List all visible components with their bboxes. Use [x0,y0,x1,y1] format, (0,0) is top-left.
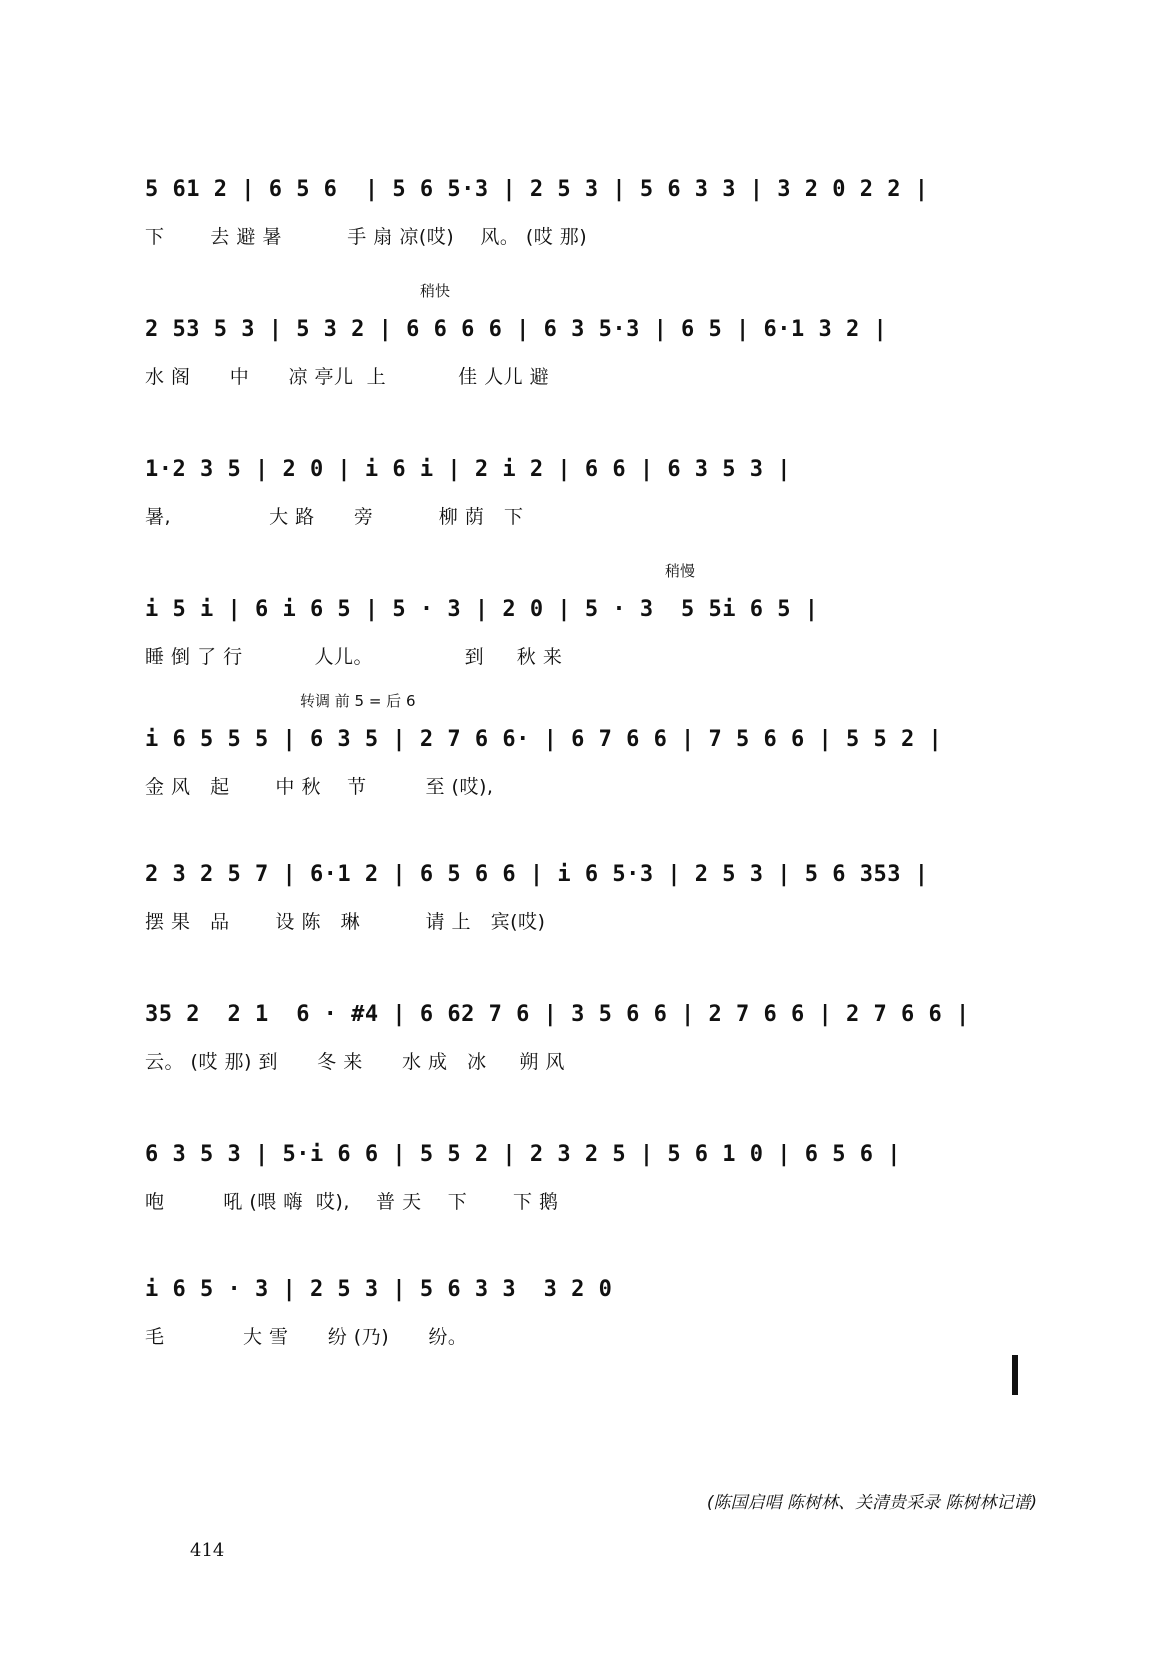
credit-line: (陈国启唱 陈树林、关清贵采录 陈树林记谱) [706,1493,1037,1513]
score-system-1 [145,130,1025,250]
notation-text: i 5 i | 6 i 6 5 | 5 · 3 | 2 0 | 5 · 3 5 5i 6 5 | [145,597,819,622]
notation-text: 2 3 2 5 7 | 6·1 2 | 6 5 6 6 | i 6 5·3 | 2 5 3 | 5 6 353 | [145,862,929,887]
notation-line [145,450,1025,490]
lyrics-text: 下 去 避 暑 手 扇 凉(哎) 风。 (哎 那) [145,226,588,248]
tempo-marking: 稍快 [420,282,451,300]
lyrics-text: 摆 果 品 设 陈 琳 请 上 宾(哎) [145,911,546,933]
notation-text: 5 61 2 | 6 5 6 | 5 6 5·3 | 2 5 3 | 5 6 3 3 | 3 2 0 2 2 | [145,177,929,202]
notation-text: i 6 5 5 5 | 6 3 5 | 2 7 6 6· | 6 7 6 6 | 7 5 6 6 | 5 5 2 | [145,727,943,752]
tempo-marking: 转调 前 5 = 后 6 [300,692,416,710]
lyrics-text: 咆 吼 (喂 嗨 哎), 普 天 下 下 鹅 [145,1191,559,1213]
notation-line [145,720,1025,760]
score-system-7 [145,955,1025,1075]
score-system-9 [145,1230,1025,1350]
lyrics-line [145,642,1025,672]
notation-text: 1·2 3 5 | 2 0 | i 6 i | 2 i 2 | 6 6 | 6 3 5 3 | [145,457,792,482]
lyrics-line [145,907,1025,937]
notation-line [145,1270,1025,1310]
score-system-4 [145,550,1025,670]
page-number: 414 [190,1540,225,1561]
lyrics-line [145,222,1025,252]
final-barline [1012,1355,1018,1395]
lyrics-line [145,362,1025,392]
notation-line [145,1135,1025,1175]
notation-text: i 6 5 · 3 | 2 5 3 | 5 6 3 3 3 2 0 [145,1277,613,1302]
lyrics-text: 睡 倒 了 行 人儿。 到 秋 来 [145,646,563,668]
score-system-6 [145,815,1025,935]
notation-text: 2 53 5 3 | 5 3 2 | 6 6 6 6 | 6 3 5·3 | 6 5 | 6·1 3 2 | [145,317,888,342]
notation-line [145,590,1025,630]
notation-line [145,855,1025,895]
notation-text: 6 3 5 3 | 5·i 6 6 | 5 5 2 | 2 3 2 5 | 5 6 1 0 | 6 5 6 | [145,1142,901,1167]
lyrics-line [145,1187,1025,1217]
lyrics-line [145,1322,1025,1352]
notation-text: 35 2 2 1 6 · #4 | 6 62 7 6 | 3 5 6 6 | 2 7 6 6 | 2 7 6 6 | [145,1002,970,1027]
lyrics-text: 金 风 起 中 秋 节 至 (哎), [145,776,494,798]
lyrics-text: 毛 大 雪 纷 (乃) 纷。 [145,1326,468,1348]
tempo-marking: 稍慢 [665,562,696,580]
lyrics-line [145,502,1025,532]
score-system-3 [145,410,1025,530]
lyrics-line [145,772,1025,802]
score-system-8 [145,1095,1025,1215]
notation-line [145,995,1025,1035]
score-system-2 [145,270,1025,390]
lyrics-text: 云。 (哎 那) 到 冬 来 水 成 冰 朔 风 [145,1051,565,1073]
lyrics-line [145,1047,1025,1077]
notation-line [145,170,1025,210]
notation-line [145,310,1025,350]
lyrics-text: 水 阁 中 凉 亭儿 上 佳 人儿 避 [145,366,550,388]
score-system-5 [145,680,1025,800]
lyrics-text: 暑, 大 路 旁 柳 荫 下 [145,506,524,528]
